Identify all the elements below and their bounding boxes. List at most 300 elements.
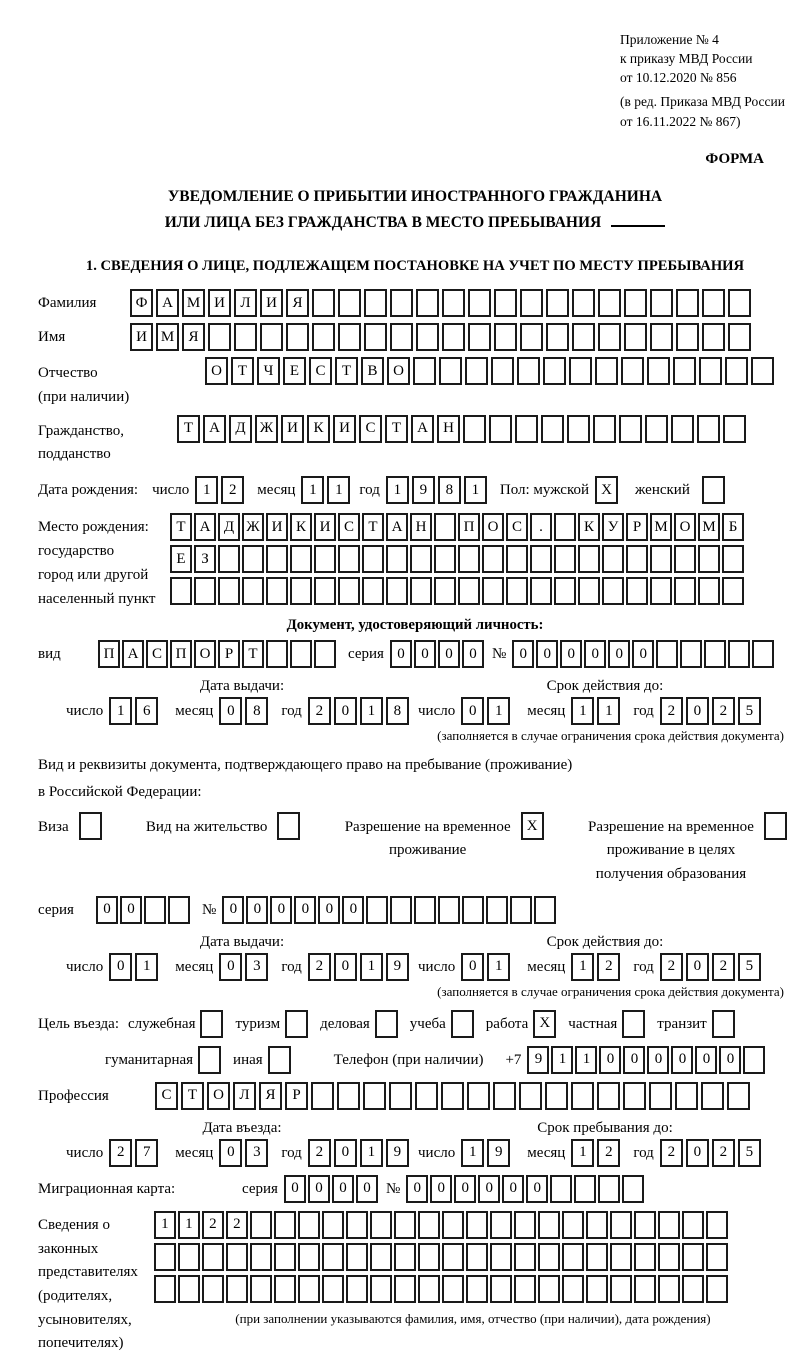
char-box[interactable]: 0 [334, 953, 357, 981]
char-box[interactable] [554, 545, 576, 573]
char-box[interactable] [598, 289, 621, 317]
char-box[interactable]: С [359, 415, 382, 443]
char-box[interactable]: 0 [584, 640, 606, 668]
char-box[interactable]: 0 [461, 953, 484, 981]
char-box[interactable] [314, 545, 336, 573]
char-box[interactable] [418, 1211, 440, 1239]
char-box[interactable]: 0 [96, 896, 118, 924]
char-box[interactable]: Р [626, 513, 648, 541]
char-box[interactable] [415, 1082, 438, 1110]
char-box[interactable] [314, 640, 336, 668]
char-box[interactable] [586, 1211, 608, 1239]
char-box[interactable]: 1 [597, 697, 620, 725]
char-box[interactable] [312, 323, 335, 351]
char-box[interactable]: X [533, 1010, 556, 1038]
char-box[interactable] [647, 357, 670, 385]
char-box[interactable] [530, 545, 552, 573]
char-box[interactable] [701, 1082, 724, 1110]
char-box[interactable] [338, 545, 360, 573]
char-box[interactable] [362, 545, 384, 573]
char-box[interactable] [322, 1243, 344, 1271]
char-box[interactable]: 0 [632, 640, 654, 668]
char-box[interactable] [346, 1211, 368, 1239]
char-box[interactable] [414, 896, 436, 924]
char-box[interactable]: Л [233, 1082, 256, 1110]
char-box[interactable] [370, 1275, 392, 1303]
char-box[interactable] [364, 289, 387, 317]
char-box[interactable] [346, 1243, 368, 1271]
char-box[interactable] [250, 1275, 272, 1303]
char-box[interactable]: О [194, 640, 216, 668]
char-box[interactable]: 2 [597, 953, 620, 981]
char-box[interactable] [538, 1275, 560, 1303]
char-box[interactable] [468, 289, 491, 317]
char-box[interactable]: 0 [430, 1175, 452, 1203]
char-box[interactable] [322, 1275, 344, 1303]
char-box[interactable]: П [170, 640, 192, 668]
char-box[interactable] [727, 1082, 750, 1110]
char-box[interactable]: 2 [202, 1211, 224, 1239]
char-box[interactable]: 0 [246, 896, 268, 924]
char-box[interactable]: Ж [242, 513, 264, 541]
char-box[interactable] [650, 323, 673, 351]
char-box[interactable]: О [387, 357, 410, 385]
char-box[interactable] [439, 357, 462, 385]
char-box[interactable]: 1 [571, 953, 594, 981]
char-box[interactable] [242, 577, 264, 605]
char-box[interactable] [645, 415, 668, 443]
char-box[interactable]: 0 [334, 697, 357, 725]
char-box[interactable] [506, 545, 528, 573]
char-box[interactable] [418, 1275, 440, 1303]
char-box[interactable]: С [155, 1082, 178, 1110]
char-box[interactable]: З [194, 545, 216, 573]
char-box[interactable] [610, 1211, 632, 1239]
char-box[interactable] [574, 1175, 596, 1203]
char-box[interactable] [312, 289, 335, 317]
char-box[interactable]: Р [285, 1082, 308, 1110]
char-box[interactable] [226, 1243, 248, 1271]
char-box[interactable] [200, 1010, 223, 1038]
char-box[interactable] [706, 1275, 728, 1303]
char-box[interactable] [546, 323, 569, 351]
char-box[interactable]: 0 [461, 697, 484, 725]
char-box[interactable] [723, 415, 746, 443]
char-box[interactable]: 0 [623, 1046, 645, 1074]
char-box[interactable] [530, 577, 552, 605]
char-box[interactable]: 1 [487, 953, 510, 981]
char-box[interactable]: О [674, 513, 696, 541]
char-box[interactable]: 1 [135, 953, 158, 981]
char-box[interactable] [578, 577, 600, 605]
char-box[interactable] [314, 577, 336, 605]
char-box[interactable] [486, 896, 508, 924]
char-box[interactable] [337, 1082, 360, 1110]
char-box[interactable]: 1 [178, 1211, 200, 1239]
char-box[interactable]: 2 [597, 1139, 620, 1167]
char-box[interactable] [416, 323, 439, 351]
char-box[interactable] [490, 1275, 512, 1303]
char-box[interactable]: 1 [386, 476, 409, 504]
char-box[interactable] [674, 545, 696, 573]
char-box[interactable] [506, 577, 528, 605]
char-box[interactable] [680, 640, 702, 668]
char-box[interactable] [704, 640, 726, 668]
char-box[interactable] [442, 323, 465, 351]
char-box[interactable]: К [307, 415, 330, 443]
char-box[interactable] [390, 323, 413, 351]
char-box[interactable]: И [260, 289, 283, 317]
char-box[interactable]: 1 [571, 1139, 594, 1167]
char-box[interactable] [586, 1275, 608, 1303]
char-box[interactable] [338, 289, 361, 317]
char-box[interactable]: 1 [464, 476, 487, 504]
char-box[interactable] [458, 545, 480, 573]
char-box[interactable] [624, 289, 647, 317]
char-box[interactable]: И [333, 415, 356, 443]
char-box[interactable]: И [281, 415, 304, 443]
char-box[interactable]: 0 [526, 1175, 548, 1203]
char-box[interactable]: 0 [462, 640, 484, 668]
char-box[interactable] [728, 289, 751, 317]
char-box[interactable]: Т [177, 415, 200, 443]
char-box[interactable] [658, 1211, 680, 1239]
char-box[interactable]: 6 [135, 697, 158, 725]
char-box[interactable] [610, 1275, 632, 1303]
char-box[interactable]: 0 [390, 640, 412, 668]
char-box[interactable] [394, 1243, 416, 1271]
char-box[interactable] [494, 289, 517, 317]
char-box[interactable] [634, 1211, 656, 1239]
char-box[interactable] [534, 896, 556, 924]
char-box[interactable] [622, 1175, 644, 1203]
char-box[interactable]: X [521, 812, 544, 840]
char-box[interactable] [394, 1211, 416, 1239]
char-box[interactable] [571, 1082, 594, 1110]
char-box[interactable]: 0 [695, 1046, 717, 1074]
char-box[interactable] [626, 577, 648, 605]
char-box[interactable] [438, 896, 460, 924]
char-box[interactable] [743, 1046, 765, 1074]
char-box[interactable] [274, 1211, 296, 1239]
char-box[interactable]: 9 [527, 1046, 549, 1074]
char-box[interactable]: Ж [255, 415, 278, 443]
char-box[interactable] [702, 323, 725, 351]
char-box[interactable] [489, 415, 512, 443]
char-box[interactable] [520, 289, 543, 317]
char-box[interactable]: 0 [719, 1046, 741, 1074]
char-box[interactable] [586, 1243, 608, 1271]
char-box[interactable]: 1 [461, 1139, 484, 1167]
char-box[interactable]: 2 [712, 953, 735, 981]
char-box[interactable] [370, 1243, 392, 1271]
char-box[interactable] [466, 1275, 488, 1303]
char-box[interactable]: Т [362, 513, 384, 541]
char-box[interactable] [386, 545, 408, 573]
char-box[interactable]: 1 [487, 697, 510, 725]
char-box[interactable] [491, 357, 514, 385]
char-box[interactable] [370, 1211, 392, 1239]
char-box[interactable]: 0 [438, 640, 460, 668]
char-box[interactable] [674, 577, 696, 605]
char-box[interactable] [290, 577, 312, 605]
char-box[interactable] [322, 1211, 344, 1239]
char-box[interactable] [722, 577, 744, 605]
char-box[interactable] [442, 289, 465, 317]
char-box[interactable] [699, 357, 722, 385]
char-box[interactable] [623, 1082, 646, 1110]
char-box[interactable]: Б [722, 513, 744, 541]
char-box[interactable]: X [595, 476, 618, 504]
char-box[interactable] [250, 1211, 272, 1239]
char-box[interactable] [375, 1010, 398, 1038]
char-box[interactable]: 0 [686, 1139, 709, 1167]
char-box[interactable] [274, 1243, 296, 1271]
char-box[interactable] [250, 1243, 272, 1271]
char-box[interactable] [386, 577, 408, 605]
char-box[interactable]: К [578, 513, 600, 541]
char-box[interactable] [572, 289, 595, 317]
char-box[interactable]: Л [234, 289, 257, 317]
char-box[interactable]: К [290, 513, 312, 541]
char-box[interactable] [619, 415, 642, 443]
char-box[interactable] [458, 577, 480, 605]
char-box[interactable]: 0 [120, 896, 142, 924]
char-box[interactable] [390, 289, 413, 317]
char-box[interactable] [517, 357, 540, 385]
char-box[interactable]: Т [335, 357, 358, 385]
char-box[interactable] [682, 1275, 704, 1303]
char-box[interactable] [482, 545, 504, 573]
char-box[interactable]: 1 [571, 697, 594, 725]
char-box[interactable] [676, 323, 699, 351]
char-box[interactable]: 9 [487, 1139, 510, 1167]
char-box[interactable]: С [338, 513, 360, 541]
char-box[interactable]: Т [242, 640, 264, 668]
char-box[interactable] [268, 1046, 291, 1074]
char-box[interactable] [567, 415, 590, 443]
char-box[interactable] [389, 1082, 412, 1110]
char-box[interactable]: 0 [406, 1175, 428, 1203]
char-box[interactable] [194, 577, 216, 605]
char-box[interactable] [410, 545, 432, 573]
char-box[interactable] [598, 1175, 620, 1203]
char-box[interactable]: 0 [284, 1175, 306, 1203]
char-box[interactable]: Е [170, 545, 192, 573]
char-box[interactable] [554, 513, 576, 541]
char-box[interactable] [541, 415, 564, 443]
char-box[interactable]: 2 [308, 697, 331, 725]
char-box[interactable]: 0 [270, 896, 292, 924]
char-box[interactable]: 0 [318, 896, 340, 924]
char-box[interactable]: 2 [712, 1139, 735, 1167]
char-box[interactable]: 1 [109, 697, 132, 725]
char-box[interactable] [277, 812, 300, 840]
char-box[interactable] [514, 1211, 536, 1239]
char-box[interactable]: 0 [560, 640, 582, 668]
char-box[interactable] [624, 323, 647, 351]
char-box[interactable] [286, 323, 309, 351]
char-box[interactable]: 0 [109, 953, 132, 981]
char-box[interactable]: 8 [386, 697, 409, 725]
char-box[interactable]: 2 [109, 1139, 132, 1167]
char-box[interactable] [490, 1243, 512, 1271]
char-box[interactable] [226, 1275, 248, 1303]
char-box[interactable]: О [205, 357, 228, 385]
char-box[interactable]: С [309, 357, 332, 385]
char-box[interactable]: 1 [301, 476, 324, 504]
char-box[interactable] [274, 1275, 296, 1303]
char-box[interactable]: 0 [478, 1175, 500, 1203]
char-box[interactable]: М [182, 289, 205, 317]
char-box[interactable]: 8 [245, 697, 268, 725]
char-box[interactable]: И [208, 289, 231, 317]
char-box[interactable]: 0 [414, 640, 436, 668]
char-box[interactable] [602, 577, 624, 605]
char-box[interactable] [493, 1082, 516, 1110]
char-box[interactable] [626, 545, 648, 573]
char-box[interactable] [546, 289, 569, 317]
char-box[interactable]: 1 [575, 1046, 597, 1074]
char-box[interactable]: 0 [599, 1046, 621, 1074]
char-box[interactable]: 0 [219, 1139, 242, 1167]
char-box[interactable] [682, 1211, 704, 1239]
char-box[interactable]: С [506, 513, 528, 541]
char-box[interactable] [482, 577, 504, 605]
char-box[interactable]: 1 [360, 1139, 383, 1167]
char-box[interactable] [634, 1275, 656, 1303]
char-box[interactable]: 8 [438, 476, 461, 504]
char-box[interactable] [538, 1211, 560, 1239]
char-box[interactable] [79, 812, 102, 840]
char-box[interactable] [752, 640, 774, 668]
char-box[interactable]: М [650, 513, 672, 541]
char-box[interactable]: 0 [671, 1046, 693, 1074]
char-box[interactable]: 0 [294, 896, 316, 924]
char-box[interactable] [290, 545, 312, 573]
char-box[interactable] [697, 415, 720, 443]
char-box[interactable]: 3 [245, 1139, 268, 1167]
char-box[interactable]: Р [218, 640, 240, 668]
char-box[interactable] [656, 640, 678, 668]
char-box[interactable]: Т [385, 415, 408, 443]
char-box[interactable] [413, 357, 436, 385]
char-box[interactable]: 1 [360, 953, 383, 981]
char-box[interactable]: 2 [308, 1139, 331, 1167]
char-box[interactable] [578, 545, 600, 573]
char-box[interactable]: П [98, 640, 120, 668]
char-box[interactable]: 2 [308, 953, 331, 981]
char-box[interactable] [290, 640, 312, 668]
char-box[interactable]: 0 [647, 1046, 669, 1074]
char-box[interactable] [622, 1010, 645, 1038]
char-box[interactable]: 5 [738, 1139, 761, 1167]
char-box[interactable]: А [203, 415, 226, 443]
char-box[interactable] [728, 323, 751, 351]
char-box[interactable]: А [122, 640, 144, 668]
char-box[interactable] [712, 1010, 735, 1038]
char-box[interactable] [311, 1082, 334, 1110]
char-box[interactable]: 0 [334, 1139, 357, 1167]
char-box[interactable]: 3 [245, 953, 268, 981]
char-box[interactable] [285, 1010, 308, 1038]
char-box[interactable]: 9 [412, 476, 435, 504]
char-box[interactable]: Я [259, 1082, 282, 1110]
char-box[interactable] [520, 323, 543, 351]
char-box[interactable] [634, 1243, 656, 1271]
char-box[interactable] [468, 323, 491, 351]
char-box[interactable] [298, 1243, 320, 1271]
char-box[interactable] [650, 577, 672, 605]
char-box[interactable]: Я [182, 323, 205, 351]
char-box[interactable]: 1 [327, 476, 350, 504]
char-box[interactable] [298, 1275, 320, 1303]
char-box[interactable] [562, 1211, 584, 1239]
char-box[interactable]: 9 [386, 953, 409, 981]
char-box[interactable] [728, 640, 750, 668]
char-box[interactable]: Н [437, 415, 460, 443]
char-box[interactable] [266, 577, 288, 605]
char-box[interactable] [434, 577, 456, 605]
char-box[interactable] [675, 1082, 698, 1110]
char-box[interactable] [593, 415, 616, 443]
char-box[interactable] [621, 357, 644, 385]
char-box[interactable] [242, 545, 264, 573]
char-box[interactable] [467, 1082, 490, 1110]
char-box[interactable] [545, 1082, 568, 1110]
char-box[interactable]: А [194, 513, 216, 541]
char-box[interactable] [510, 896, 532, 924]
char-box[interactable] [676, 289, 699, 317]
char-box[interactable] [442, 1243, 464, 1271]
char-box[interactable]: Т [170, 513, 192, 541]
char-box[interactable] [751, 357, 774, 385]
char-box[interactable]: 0 [342, 896, 364, 924]
char-box[interactable] [671, 415, 694, 443]
char-box[interactable]: 0 [222, 896, 244, 924]
char-box[interactable]: 0 [536, 640, 558, 668]
char-box[interactable] [394, 1275, 416, 1303]
char-box[interactable] [595, 357, 618, 385]
char-box[interactable] [451, 1010, 474, 1038]
char-box[interactable]: Ч [257, 357, 280, 385]
char-box[interactable] [154, 1243, 176, 1271]
char-box[interactable] [562, 1275, 584, 1303]
char-box[interactable] [515, 415, 538, 443]
char-box[interactable] [170, 577, 192, 605]
char-box[interactable] [658, 1275, 680, 1303]
char-box[interactable] [764, 812, 787, 840]
char-box[interactable] [178, 1275, 200, 1303]
char-box[interactable] [658, 1243, 680, 1271]
char-box[interactable] [597, 1082, 620, 1110]
char-box[interactable]: 0 [308, 1175, 330, 1203]
char-box[interactable]: П [458, 513, 480, 541]
char-box[interactable] [390, 896, 412, 924]
char-box[interactable] [198, 1046, 221, 1074]
char-box[interactable] [550, 1175, 572, 1203]
char-box[interactable]: С [146, 640, 168, 668]
char-box[interactable] [346, 1275, 368, 1303]
char-box[interactable] [602, 545, 624, 573]
char-box[interactable] [462, 896, 484, 924]
char-box[interactable] [494, 323, 517, 351]
char-box[interactable]: 0 [512, 640, 534, 668]
char-box[interactable]: 0 [332, 1175, 354, 1203]
char-box[interactable]: 9 [386, 1139, 409, 1167]
char-box[interactable] [702, 476, 725, 504]
char-box[interactable]: Н [410, 513, 432, 541]
